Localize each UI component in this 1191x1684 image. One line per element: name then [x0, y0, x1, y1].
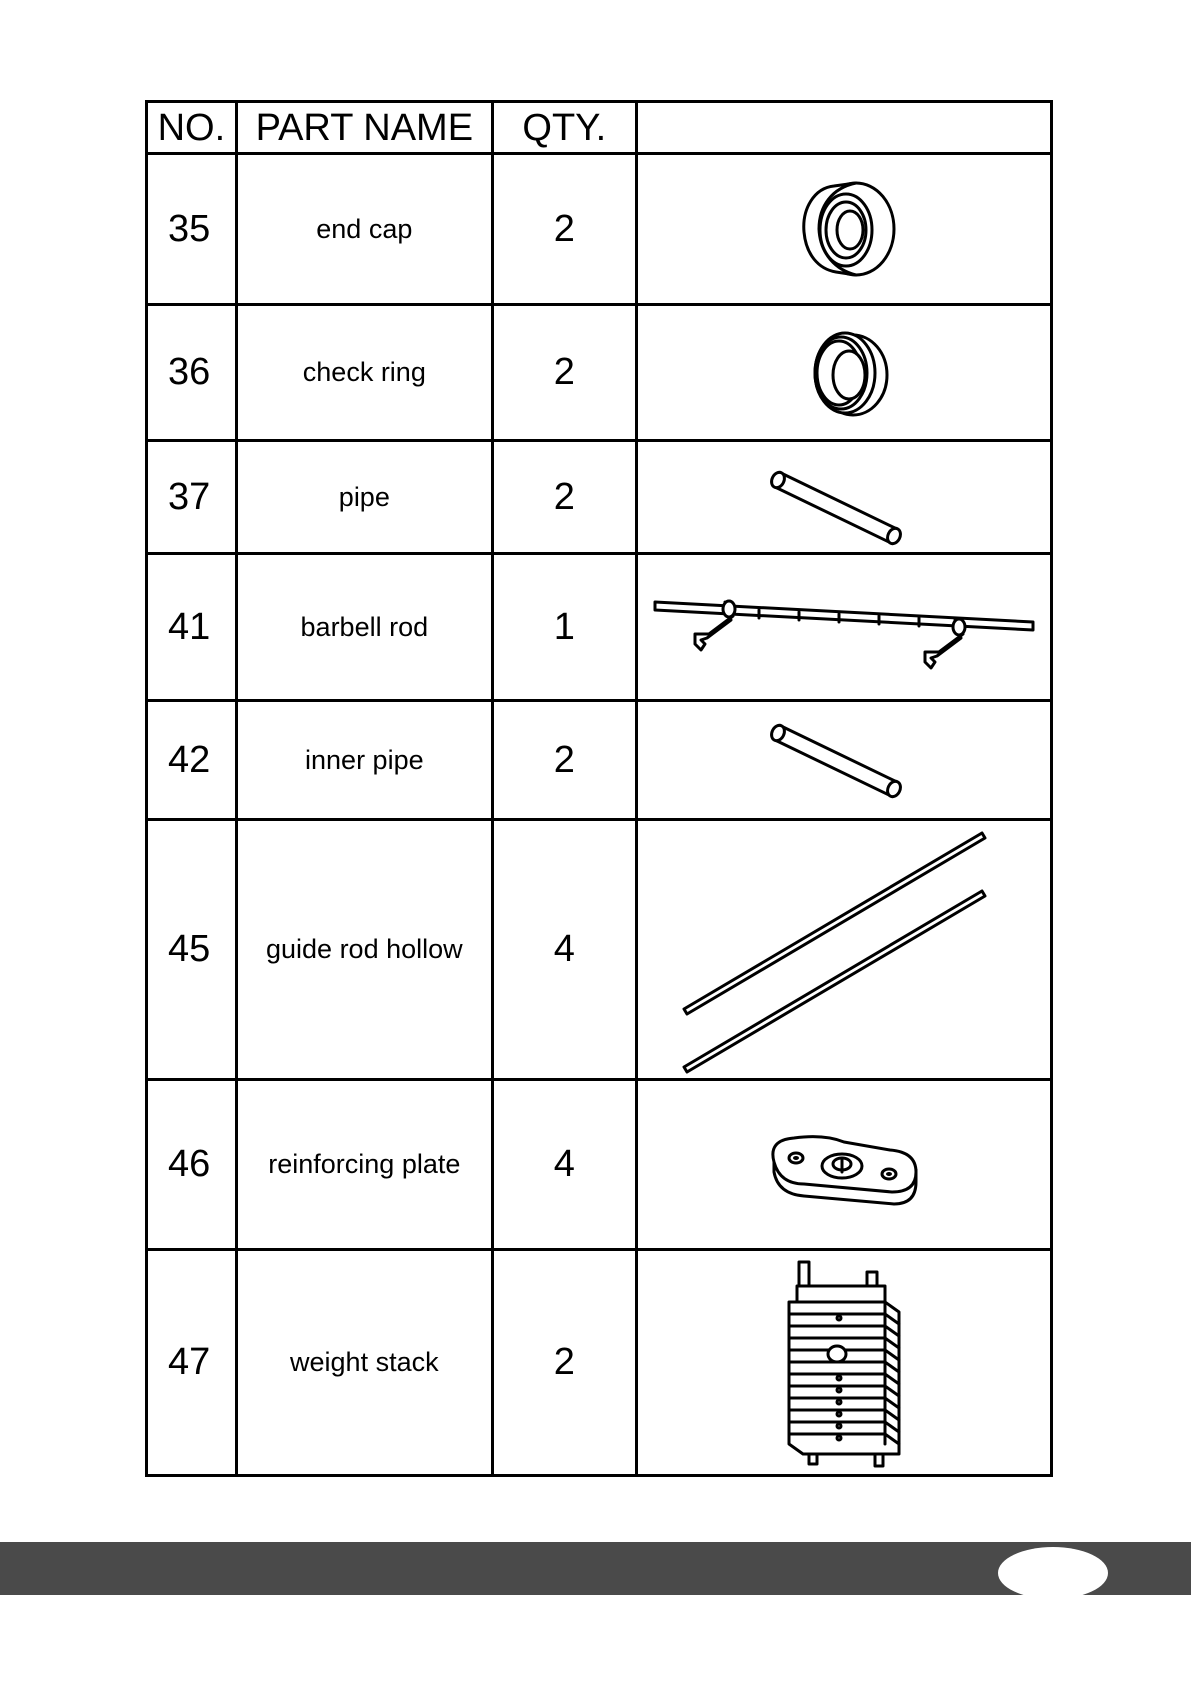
table-row	[147, 820, 1052, 1080]
table-row	[147, 1250, 1052, 1476]
part-name: barbell rod	[236, 554, 492, 701]
table-row	[147, 154, 1052, 305]
table-row	[147, 554, 1052, 701]
end-cap-icon	[784, 174, 904, 284]
part-number: 37	[147, 441, 237, 554]
table-row	[147, 441, 1052, 554]
header-image	[636, 102, 1051, 154]
table-row	[147, 701, 1052, 820]
inner-pipe-icon	[769, 710, 919, 810]
part-qty: 2	[492, 441, 636, 554]
table-header-row	[147, 102, 1052, 154]
part-name: weight stack	[236, 1250, 492, 1476]
part-qty: 2	[492, 1250, 636, 1476]
part-qty: 2	[492, 305, 636, 441]
header-no: NO.	[147, 102, 237, 154]
part-number: 41	[147, 554, 237, 701]
part-number: 46	[147, 1080, 237, 1250]
header-part-name: PART NAME	[236, 102, 492, 154]
part-number: 47	[147, 1250, 237, 1476]
part-number: 45	[147, 820, 237, 1080]
barbell-rod-icon	[649, 582, 1039, 672]
part-name: pipe	[236, 441, 492, 554]
part-qty: 4	[492, 820, 636, 1080]
reinforcing-plate-icon	[764, 1120, 924, 1210]
part-number: 35	[147, 154, 237, 305]
part-name: reinforcing plate	[236, 1080, 492, 1250]
part-number: 42	[147, 701, 237, 820]
table-row	[147, 305, 1052, 441]
part-qty: 2	[492, 701, 636, 820]
part-name: guide rod hollow	[236, 820, 492, 1080]
part-name: inner pipe	[236, 701, 492, 820]
check-ring-icon	[789, 323, 899, 423]
part-name: check ring	[236, 305, 492, 441]
part-number: 36	[147, 305, 237, 441]
header-qty: QTY.	[492, 102, 636, 154]
part-qty: 2	[492, 154, 636, 305]
part-qty: 1	[492, 554, 636, 701]
part-qty: 4	[492, 1080, 636, 1250]
parts-table	[145, 100, 1053, 1477]
table-row	[147, 1080, 1052, 1250]
page-number-oval	[998, 1547, 1108, 1599]
part-name: end cap	[236, 154, 492, 305]
guide-rod-icon	[674, 825, 1014, 1075]
weight-stack-icon	[779, 1258, 909, 1468]
pipe-icon	[769, 447, 919, 547]
